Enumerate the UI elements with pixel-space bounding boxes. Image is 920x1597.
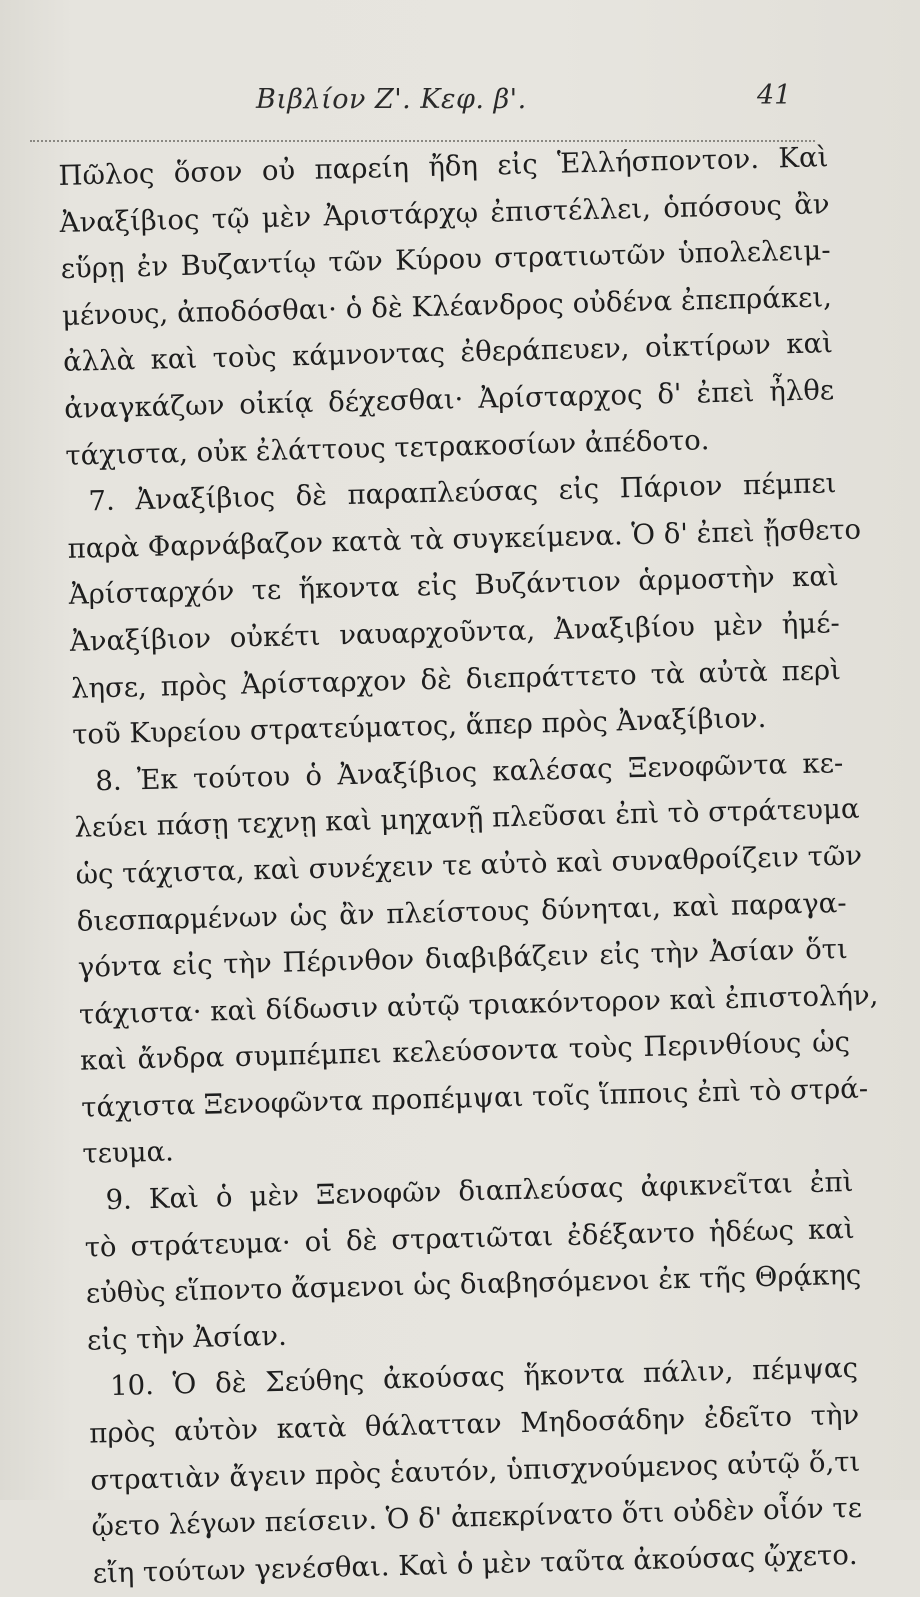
text-line: τάχιστα· καὶ δίδωσιν αὐτῷ τριακόντορον καὶ ἐπιστολήν, [78,978,879,1031]
text-line: εἰς τὴν Ἀσίαν. [86,1319,288,1357]
text-line: παρὰ Φαρνάβαζον κατὰ τὰ συγκείμενα. Ὁ δ' ἐπεὶ ᾔσθετο [67,513,862,565]
text-line: Ἀναξίβιον οὐκέτι ναυαρχοῦντα, Ἀναξιβίου μὲν ἠμέ- [69,606,841,658]
text-line: Ἀναξίβιος τῷ μὲν Ἀριστάρχῳ ἐπιστέλλει, ὁπόσους ἂν [59,187,830,239]
text-line: γόντα εἰς τὴν Πέρινθον διαβιβάζειν εἰς τὴν Ἀσίαν ὅτι [77,933,849,984]
text-line: 9. Καὶ ὁ μὲν Ξενοφῶν διαπλεύσας ἀφικνεῖται ἐπὶ [105,1165,854,1217]
text-line: εἴη τούτων γενέσθαι. Καὶ ὁ μὲν ταῦτα ἀκούσας ᾤχετο. [92,1538,858,1590]
text-line: 8. Ἐκ τούτου ὁ Ἀναξίβιος καλέσας Ξενοφῶντα κε- [94,746,844,797]
text-line: λεύει πάσῃ τεχνῃ καὶ μηχανῇ πλεῦσαι ἐπὶ τὸ στράτευμα [74,792,860,845]
text-line: διεσπαρμένων ὡς ἂν πλείστους δύνηται, καὶ παραγα- [76,886,847,938]
body-text [58,134,879,1597]
text-line: στρατιὰν ἄγειν πρὸς ἑαυτόν, ὑπισχνούμενος αὐτῷ ὅ,τι [90,1445,861,1497]
text-line: λησε, πρὸς Ἀρίσταρχον δὲ διεπράττετο τὰ αὐτὰ περὶ [70,653,842,705]
text-line: τοῦ Κυρείου στρατεύματος, ἅπερ πρὸς Ἀναξίβιον. [71,701,767,751]
text-line: 10. Ὁ δὲ Σεύθης ἀκούσας ἥκοντα πάλιν, πέμψας [109,1352,859,1403]
text-line: ᾤετο λέγων πείσειν. Ὁ δ' ἀπεκρίνατο ὅτι οὐδὲν οἷόν τε [91,1491,863,1543]
text-line: ὡς τάχιστα, καὶ συνέχειν τε αὐτὸ καὶ συναθροίζειν τῶν [75,839,863,891]
text-line: Πῶλος ὅσον οὐ παρείη ἤδη εἰς Ἑλλήσποντον. Καὶ [58,141,829,192]
text-line: τάχιστα Ξενοφῶντα προπέμψαι τοῖς ἵπποις ἐπὶ τὸ στρά- [80,1072,869,1124]
text-line: πρὸς αὐτὸν κατὰ θάλατταν Μηδοσάδην ἐδεῖτο τὴν [88,1398,860,1450]
page-header [0,80,920,128]
text-line: ἀλλὰ καὶ τοὺς κάμνοντας ἐθεράπευεν, οἰκτίρων καὶ [62,327,834,379]
page-number: 41 [757,80,792,111]
text-line: μένους, ἀποδόσθαι· ὁ δὲ Κλέανδρος οὐδένα ἐπεπράκει, [61,280,833,332]
text-line: 7. Ἀναξίβιος δὲ παραπλεύσας εἰς Πάριον πέμπει [88,467,837,518]
text-line: τάχιστα, οὐκ ἐλάττους τετρακοσίων ἀπέδοτο. [65,423,710,472]
text-line: καὶ ἄνδρα συμπέμπει κελεύσοντα τοὺς Περινθίους ὡς [79,1026,851,1078]
text-line: εὕρῃ ἐν Βυζαντίῳ τῶν Κύρου στρατιωτῶν ὑπολελειμ- [60,234,831,286]
text-line: Ἀρίσταρχόν τε ἥκοντα εἰς Βυζάντιον ἁρμοστὴν καὶ [68,560,839,612]
text-line: τὸ στράτευμα· οἱ δὲ στρατιῶται ἐδέξαντο ἡδέως καὶ [84,1212,855,1264]
text-line: εὐθὺς εἵποντο ἄσμενοι ὡς διαβησόμενοι ἐκ τῆς Θρᾴκης [85,1258,862,1310]
text-line: ἀναγκάζων οἰκίᾳ δέχεσθαι· Ἀρίσταρχος δ' ἐπεὶ ἦλθε [63,374,835,425]
running-head: Βιβλίον Ζ'. Κεφ. β'. [256,84,527,115]
text-line: τευμα. [82,1135,175,1171]
